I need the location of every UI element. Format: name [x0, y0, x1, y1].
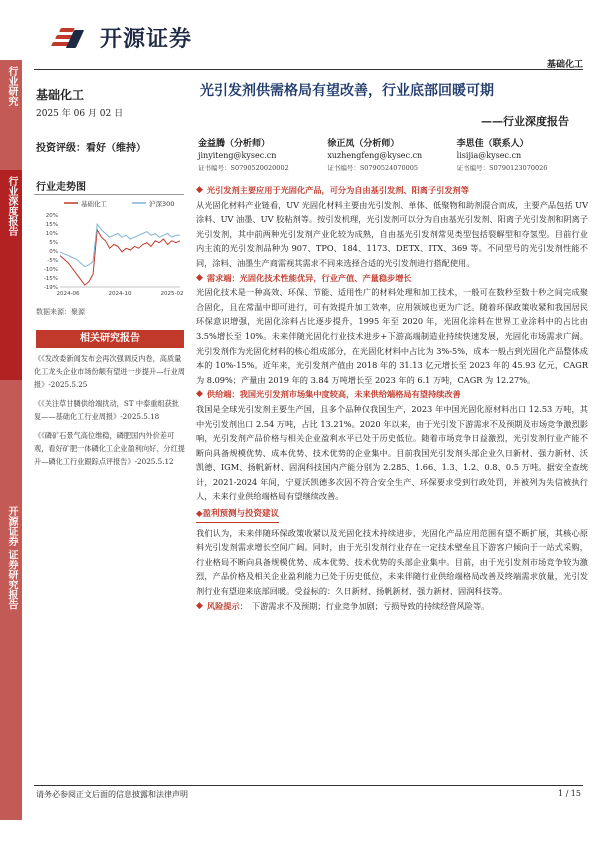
- rail-label: 行业研究: [6, 66, 17, 106]
- author-name: 金益腾（分析师）: [198, 139, 271, 149]
- related-report-item[interactable]: 《 《发改委新闻发布会再次强调反内卷，高质量化工龙头企业市场份额有望进一步提升—行业周报》-2025.5.25: [34, 352, 186, 391]
- author-email[interactable]: xuzhengfeng@kysec.cn: [327, 151, 423, 160]
- author-card: [327, 138, 456, 180]
- trend-chart-title: 行业走势图: [36, 182, 86, 193]
- related-reports-header: 相关研究报告: [36, 330, 184, 348]
- report-title: 光引发剂供需格局有望改善，行业底部回暖可期: [200, 83, 494, 99]
- investment-rating: 投资评级：看好（维持）: [36, 143, 146, 154]
- y-tick-label: 20%: [45, 213, 58, 219]
- section-title: ◆ 盈利预测与投资建议: [196, 507, 279, 523]
- brand-logo: [52, 22, 192, 53]
- rail-label: 开源证券 证券研究报告: [6, 506, 17, 610]
- author-email[interactable]: lisijia@kysec.cn: [456, 151, 522, 160]
- diamond-bullet-icon: ◆: [196, 600, 203, 611]
- footer-divider: [34, 785, 583, 786]
- section-heading: [196, 506, 588, 524]
- report-subtitle: ——行业深度报告: [481, 115, 569, 128]
- legend-label: 基础化工: [81, 200, 107, 208]
- page-number: 1 / 15: [557, 789, 581, 798]
- rail-label: 行业深度报告: [6, 176, 17, 236]
- y-tick-label: -5%: [47, 258, 58, 264]
- report-date: 2025 年 06 月 02 日: [36, 109, 124, 119]
- author-card: [457, 138, 586, 180]
- y-tick-label: -19%: [43, 285, 58, 291]
- section-title: 光引发剂主要应用于光固化产品，可分为自由基引发剂、阳离子引发剂等: [206, 185, 469, 195]
- rail-section-brand: [0, 380, 22, 820]
- author-name: 徐正凤（分析师）: [327, 139, 400, 149]
- section-paragraph: 光固化技术是一种高效、环保、节能、适用性广的材料处理和加工技术，一般可在数秒至数十秒之间完成聚合固化，且在常温中即可进行，可有效提升加工效率，应用领域也更为广泛。随着环保政策收紧和我国居民环保意识增强，光固化涂料占比逐步提升，1995 年至 2020 年，光固化涂料在世界工业涂料中的占比由 3.5%增长至 10%。未来伴随光固化行业技术进步+下游高端制造业持续快速发展，光固化市场需求广阔。光引发剂作为光固化材料的核心组成部分，在光固化材料中占比为 3%-5%，成本一般占到光固化产品整体成本的 10%-15%。近年来，光引发剂产值由 2018 年的 31.13 亿元增长至 2023 年的 45.93 亿元，CAGR 为 8.09%；产量由 2019 年的 3.84 万吨增长至 2023 年的 6.1 万吨，CAGR 为 12.27%。: [196, 287, 588, 385]
- diamond-bullet-icon: ◆: [196, 272, 203, 283]
- legend-label: 沪深300: [149, 200, 175, 208]
- related-reports-list: [34, 352, 186, 474]
- industry-trend-chart: [34, 194, 184, 304]
- author-cert: 证书编号：S0790520020002: [198, 164, 289, 172]
- x-tick-label: 2024-10: [108, 291, 132, 297]
- author-cert: 证书编号：S0790123070026: [456, 164, 548, 172]
- section-heading: [196, 387, 588, 402]
- section-paragraph: 我国是全球光引发剂主要生产国，且多个品种仅我国生产，2023 年中国光固化原材料出口 12.53 万吨，其中光引发剂出口 2.54 万吨，占比 13.21%。2020 年以来，由于光引发下游需求不及预期及市场竞争激烈影响，光引发剂产品价格与相关企业盈利水平已处于历史低位。随着市场竞争日益激烈，光引发剂行业产能不断向具备规模优势、成本优势、技术优势的企业集中。目前我国光引发剂头部企业久日新材、强力新材、沃凯德、IGM、扬帆新材、固润科技国内产能分别为 2.285、1.66、1.3、1.2、0.8、0.5 万吨。据安全查统计，2021-2024 年间，宁夏沃凯德多次因不符合安全生产、环保要求受到行政处罚，并被列为失信被执行人，未来行业供给端格局有望继续改善。: [196, 403, 588, 502]
- diamond-bullet-icon: ◆: [196, 185, 203, 195]
- y-tick-label: 15%: [45, 222, 58, 228]
- author-card: [198, 138, 327, 180]
- y-tick-label: 5%: [49, 240, 58, 246]
- report-body: [196, 183, 588, 613]
- header-divider: [34, 69, 583, 70]
- header-category: 基础化工: [546, 60, 583, 70]
- diamond-bullet-icon: ◆: [196, 389, 203, 400]
- section-paragraph: 从光固化材料产业链看，UV 光固化材料主要由光引发剂、单体、低聚物和助剂混合而成，主要产品包括 UV 涂料、UV 油墨、UV 胶粘剂等。按引发机理，光引发剂可以分为自由基光引发剂、阳离子光引发剂和阴离子光引发剂，其中前两种光引发剂产业化较为成熟，自由基光引发剂常见类型包括裂解型和夺氢型。目前行业内主流的光引发剂品种为 907、TPO、184、1173、DETX、ITX、369 等。不同型号的光引发剂性能不同，涂料、油墨生产商需视其需求不同来选择合适的光引发剂进行搭配使用。: [196, 199, 588, 268]
- rail-section-report-type: [0, 170, 22, 380]
- section-paragraph: 我们认为，未来伴随环保政策收紧以及光固化技术持续进步，光固化产品应用范围有望不断扩展，其核心原料光引发剂需求增长空间广阔。同时，由于光引发剂行业存在一定技术壁垒且下游客户倾向于一站式采购，行业格局不断向具备规模优势、成本优势、技术优势的头部企业集中。目前，由于光引发剂市场竞争较为激烈，产品价格及相关企业盈利能力已处于历史低位，未来伴随行业供给端格局改善及终端需求放量，光引发剂行业有望迎来底部回暖。受益标的：久日新材、扬帆新材、强力新材、固润科技等。: [196, 527, 588, 597]
- risk-title: 风险提示：: [206, 600, 248, 611]
- risk-heading: [196, 599, 588, 614]
- related-report-item[interactable]: 《 《磷矿石景气高位维稳，磷肥国内外价差可观，看好矿肥一体磷化工企业盈利向好、分红提升—磷化工行业跟踪点评报告》-2025.5.12: [34, 429, 186, 468]
- related-report-item[interactable]: 《 《关注草甘膦供给端扰动，ST 中泰重组获批复——基础化工行业周报》-2025.5.18: [34, 397, 186, 423]
- logo-text: 开源证券: [100, 27, 193, 52]
- section-heading: [196, 271, 588, 286]
- y-tick-label: -15%: [43, 276, 58, 282]
- section-heading: [196, 183, 588, 198]
- series-line: [60, 230, 180, 285]
- y-tick-label: 0%: [49, 249, 58, 255]
- series-line: [60, 224, 180, 267]
- section-title: 供给端：我国光引发剂市场集中度较高，未来供给端格局有望持续改善: [206, 389, 461, 400]
- y-tick-label: -10%: [43, 267, 58, 273]
- rail-section-research: [0, 60, 22, 170]
- section-title: 需求端：光固化技术性能优异，行业产值、产量稳步增长: [206, 272, 412, 283]
- y-tick-label: 10%: [45, 231, 58, 237]
- footer-disclaimer[interactable]: 请务必参阅正文后面的信息披露和法律声明: [36, 790, 188, 799]
- trend-chart-svg: [34, 195, 184, 305]
- author-name: 李思佳（联系人）: [456, 139, 529, 149]
- risk-text: 下游需求不及预期；行业竞争加剧；亏损导致的持续经营风险等。: [251, 600, 490, 611]
- author-cert: 证书编号：S0790524070005: [327, 164, 419, 172]
- chart-source: 数据来源：聚源: [36, 308, 85, 316]
- author-block: [198, 138, 586, 180]
- author-email[interactable]: jinyiteng@kysec.cn: [198, 151, 277, 160]
- x-tick-label: 2025-02: [160, 291, 184, 297]
- x-tick-label: 2024-06: [56, 291, 80, 297]
- industry-name: 基础化工: [36, 88, 85, 102]
- logo-mark-icon: [52, 26, 94, 50]
- side-rail: [0, 60, 22, 820]
